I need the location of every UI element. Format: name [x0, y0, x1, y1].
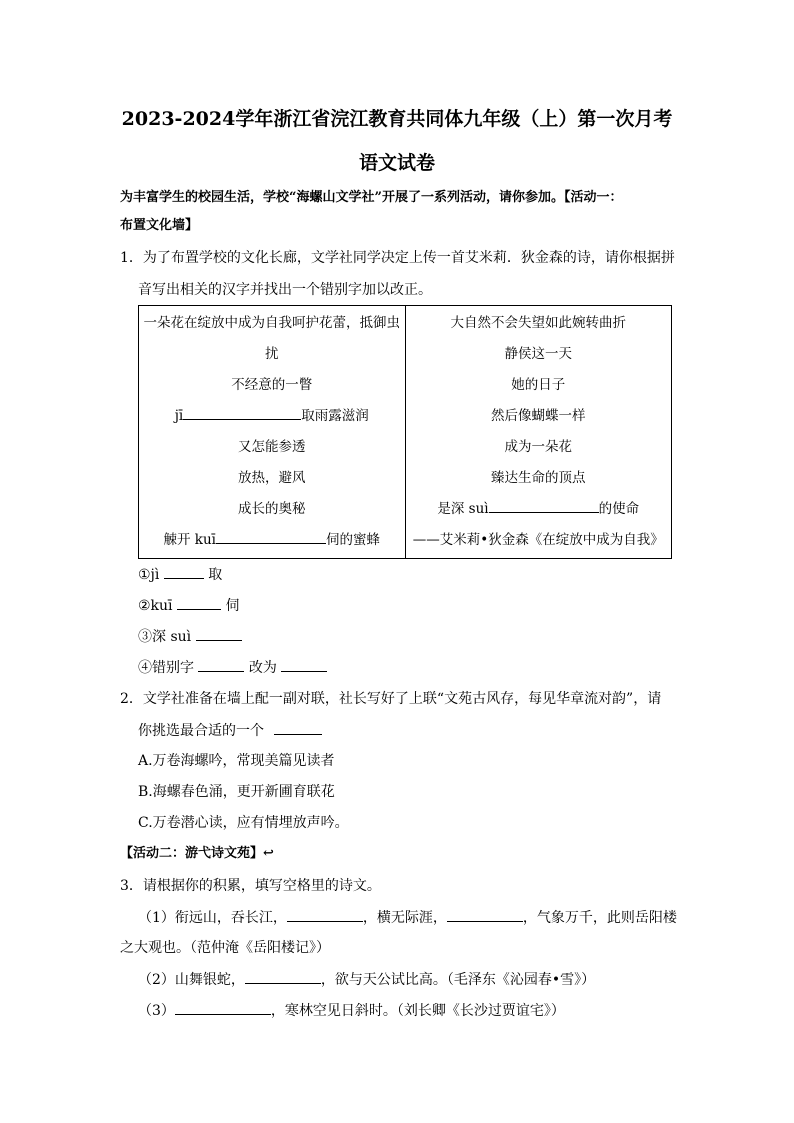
blank-sui[interactable] — [489, 498, 599, 513]
answer-blank-q2[interactable] — [274, 720, 322, 735]
q3-item1: （1）衔远山，吞长江， ，横无际涯， ，气象万千，此则岳阳楼 — [138, 907, 677, 928]
poem-line-with-blank: jī 取雨露滋润 — [139, 401, 405, 432]
poem-line: 放热，避风 — [238, 470, 306, 486]
q3-item3: （3） ，寒林空见日斜时。（刘长卿《长沙过贾谊宅》） — [138, 1000, 565, 1021]
q1-line2: 音写出相关的汉字并找出一个错别字加以改正。 — [138, 282, 432, 298]
intro-line2: 布置文化墙】 — [120, 218, 199, 233]
poem-line: 又怎能参透 — [238, 439, 306, 455]
poem-line: 扰 — [265, 346, 279, 362]
q3-item2: （2）山舞银蛇， ，欲与天公试比高。（毛泽东《沁园春•雪》） — [138, 969, 595, 990]
q1-sub4: ④错别字 改为 — [138, 657, 327, 678]
poem-line: 臻达生命的顶点 — [491, 470, 586, 486]
q1-line1: 1．为了布置学校的文化长廊，文学社同学决定上传一首艾米莉．狄金森的诗，请你根据拼 — [120, 250, 675, 266]
answer-blank-1[interactable] — [164, 564, 204, 579]
intro-line1: 为丰富学生的校园生活，学校“海螺山文学社”开展了一系列活动，请你参加。【活动一： — [120, 190, 623, 205]
blank-ji[interactable] — [183, 405, 301, 420]
q3-item1-cont: 之大观也。（范仲淹《岳阳楼记》） — [120, 940, 330, 956]
answer-blank-4b[interactable] — [281, 657, 327, 672]
q2-option-a: A.万卷海螺吟，常现美篇见读者 — [138, 753, 335, 769]
poem-line-with-blank: 是深 suì 的使命 — [406, 494, 672, 525]
q2-option-c: C.万卷潜心读，应有情埋放声吟。 — [138, 815, 349, 831]
poem-line: 成长的奥秘 — [238, 501, 306, 517]
poem-table — [138, 305, 672, 559]
answer-blank-2[interactable] — [177, 595, 221, 610]
blank-kui[interactable] — [216, 529, 326, 544]
q1-sub3: ③深 suì — [138, 626, 242, 647]
exam-title-line1: 2023-2024学年浙江省浣江教育共同体九年级（上）第一次月考 — [121, 108, 673, 130]
answer-blank-q3-1b[interactable] — [447, 907, 523, 922]
poem-line: 静侯这一天 — [504, 346, 572, 362]
q1-sub2: ②kuī 伺 — [138, 595, 239, 616]
poem-left-column — [139, 306, 406, 559]
poem-line: 她的日子 — [511, 377, 566, 393]
answer-blank-4a[interactable] — [198, 657, 244, 672]
poem-attribution: ——艾米莉•狄金森《在绽放中成为自我》 — [412, 532, 664, 548]
poem-line: 然后像蝴蝶一样 — [491, 408, 586, 424]
q3-line1: 3．请根据你的积累，填写空格里的诗文。 — [120, 878, 381, 894]
answer-blank-q3-1a[interactable] — [287, 907, 363, 922]
poem-line-with-blank: 觫开 kuī 伺的蜜蜂 — [139, 525, 405, 556]
q1-sub1: ①jì 取 — [138, 564, 222, 585]
answer-blank-q3-3[interactable] — [175, 1000, 271, 1015]
poem-line: 不经意的一瞥 — [231, 377, 313, 393]
activity2-heading: 【活动二：游弋诗文苑】↩ — [120, 846, 274, 861]
answer-blank-3[interactable] — [196, 626, 242, 641]
exam-title-line2: 语文试卷 — [358, 152, 435, 174]
answer-blank-q3-2[interactable] — [245, 969, 321, 984]
poem-line: 成为一朵花 — [504, 439, 572, 455]
q2-line2: 你挑选最合适的一个 — [138, 720, 322, 741]
q2-option-b: B.海螺春色涌，更开新圃育联花 — [138, 784, 335, 800]
q2-line1: 2．文学社准备在墙上配一副对联，社长写好了上联“文苑古风存，每见华章流对韵”，请 — [120, 691, 662, 707]
poem-line: 一朵花在绽放中成为自我呵护花蕾，抵御虫 — [143, 315, 400, 331]
poem-line: 大自然不会失望如此婉转曲折 — [450, 315, 626, 331]
poem-right-column — [405, 306, 672, 559]
